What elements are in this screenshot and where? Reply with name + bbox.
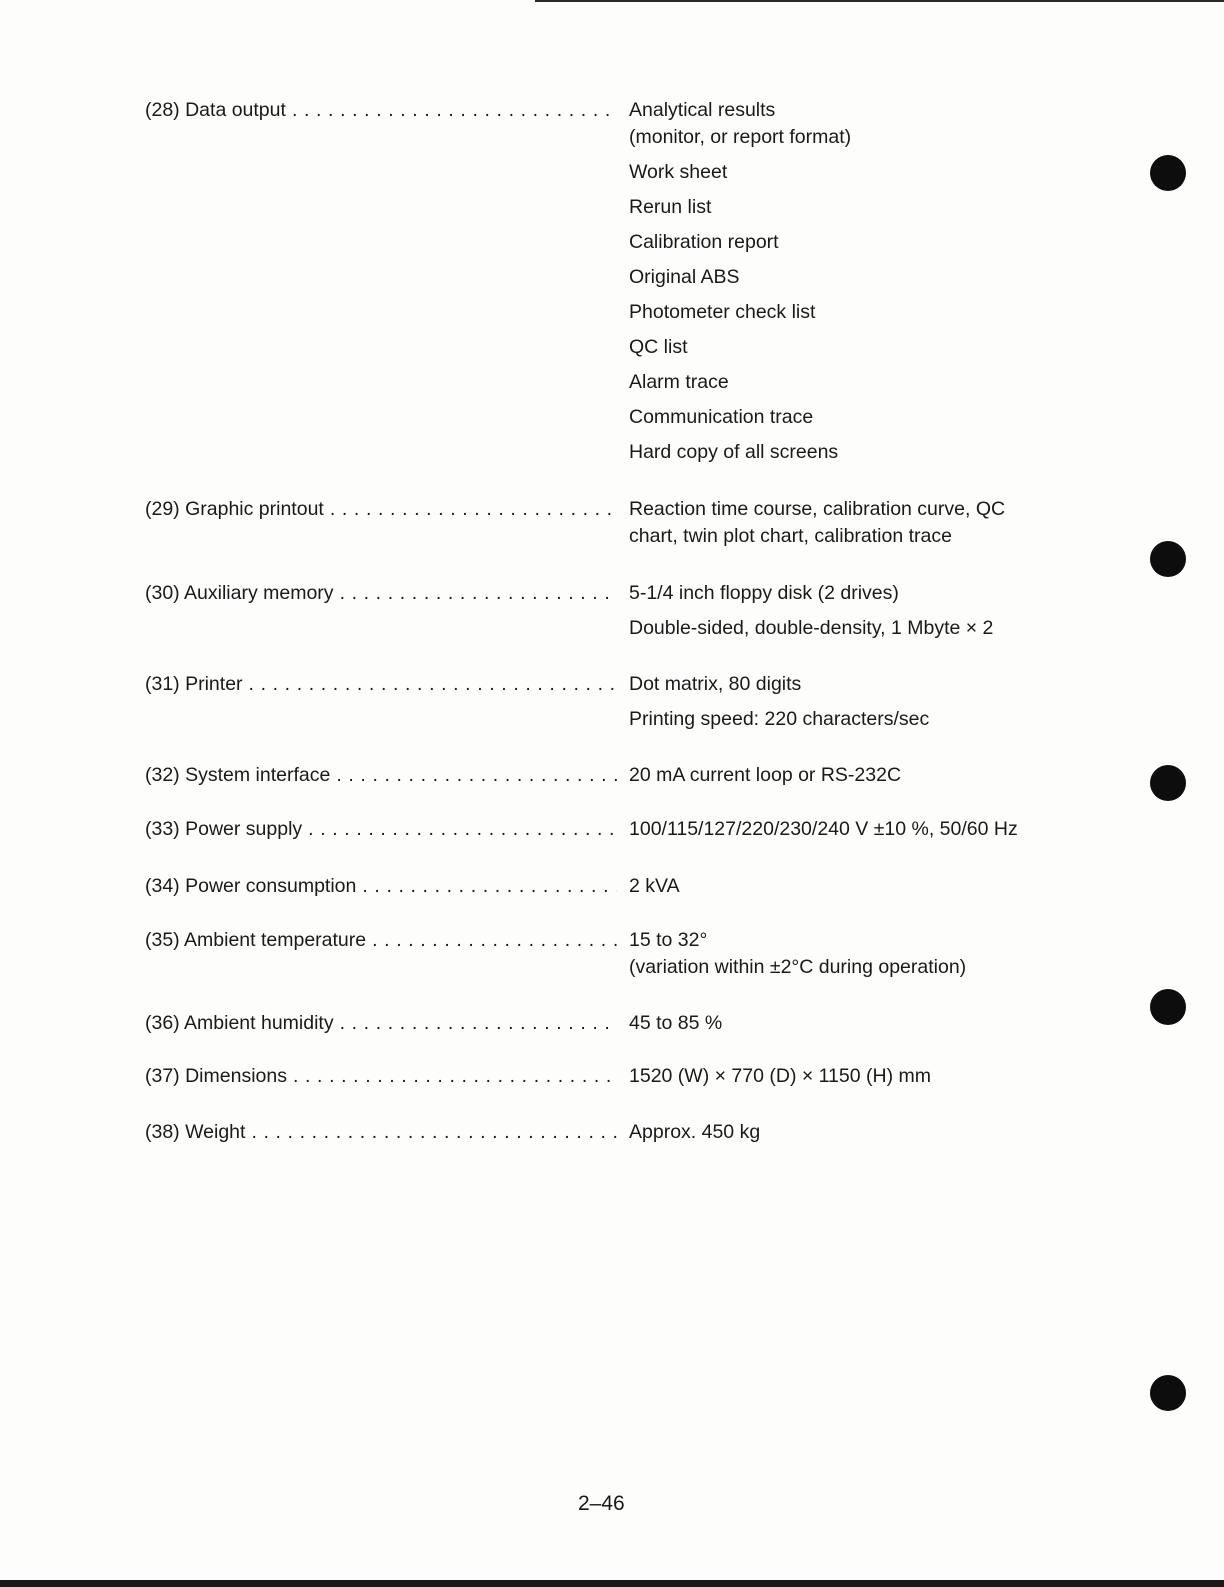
spec-value: Rerun list (629, 196, 712, 218)
spec-label: (32) System interface . . . (145, 762, 617, 789)
spec-value: chart, twin plot chart, calibration trace (629, 525, 952, 547)
binder-hole-icon (1150, 1375, 1186, 1411)
spec-value: Communication trace (629, 406, 814, 428)
spec-label: (33) Power supply . . . (145, 816, 617, 843)
binder-hole-icon (1150, 765, 1186, 801)
spec-values (629, 927, 1099, 981)
spec-label: (37) Dimensions . . . (145, 1063, 617, 1090)
spec-values (629, 671, 1099, 733)
spec-value: (monitor, or report format) (629, 126, 852, 148)
spec-label: (28) Data output . . . (145, 97, 617, 124)
spec-value: Calibration report (629, 231, 779, 253)
spec-value: 15 to 32° (629, 929, 708, 951)
spec-value: Alarm trace (629, 371, 729, 393)
spec-values (629, 1010, 1099, 1037)
spec-value: Work sheet (629, 161, 728, 183)
binder-hole-icon (1150, 155, 1186, 191)
spec-value: Hard copy of all screens (629, 441, 839, 463)
spec-value: 1520 (W) × 770 (D) × 1150 (H) mm (629, 1065, 931, 1087)
spec-values (629, 1063, 1099, 1090)
spec-value: Dot matrix, 80 digits (629, 673, 802, 695)
spec-value: 100/115/127/220/230/240 V ±10 %, 50/60 Hz (629, 818, 1018, 840)
spec-value: Analytical results (629, 99, 776, 121)
spec-label: (34) Power consumption . . . (145, 873, 617, 900)
spec-label: (30) Auxiliary memory . . . (145, 580, 617, 607)
spec-value: Reaction time course, calibration curve, QC (629, 498, 1006, 520)
binder-hole-icon (1150, 989, 1186, 1025)
spec-label: (36) Ambient humidity . . . (145, 1010, 617, 1037)
spec-values (629, 1119, 1099, 1146)
spec-values (629, 580, 1099, 642)
bottom-rule (0, 1580, 1224, 1587)
spec-value: (variation within ±2°C during operation) (629, 956, 967, 978)
spec-label: (31) Printer . . . (145, 671, 617, 698)
spec-values (629, 762, 1099, 789)
binder-hole-icon (1150, 541, 1186, 577)
spec-value: 5-1/4 inch floppy disk (2 drives) (629, 582, 899, 604)
spec-values (629, 816, 1099, 843)
spec-values (629, 496, 1099, 550)
spec-label: (38) Weight . . . (145, 1119, 617, 1146)
spec-values (629, 873, 1099, 900)
spec-label: (29) Graphic printout . . . (145, 496, 617, 523)
spec-values (629, 97, 1099, 466)
page-number: 2–46 (578, 1492, 625, 1515)
spec-value: QC list (629, 336, 688, 358)
top-rule (535, 0, 1224, 2)
spec-value: 45 to 85 % (629, 1012, 723, 1034)
spec-value: Photometer check list (629, 301, 816, 323)
spec-value: Double-sided, double-density, 1 Mbyte × 2 (629, 617, 994, 639)
spec-label: (35) Ambient temperature . . . (145, 927, 617, 954)
spec-value: Printing speed: 220 characters/sec (629, 708, 930, 730)
spec-value: Original ABS (629, 266, 740, 288)
spec-value: 20 mA current loop or RS-232C (629, 764, 902, 786)
spec-value: Approx. 450 kg (629, 1121, 761, 1143)
spec-value: 2 kVA (629, 875, 680, 897)
